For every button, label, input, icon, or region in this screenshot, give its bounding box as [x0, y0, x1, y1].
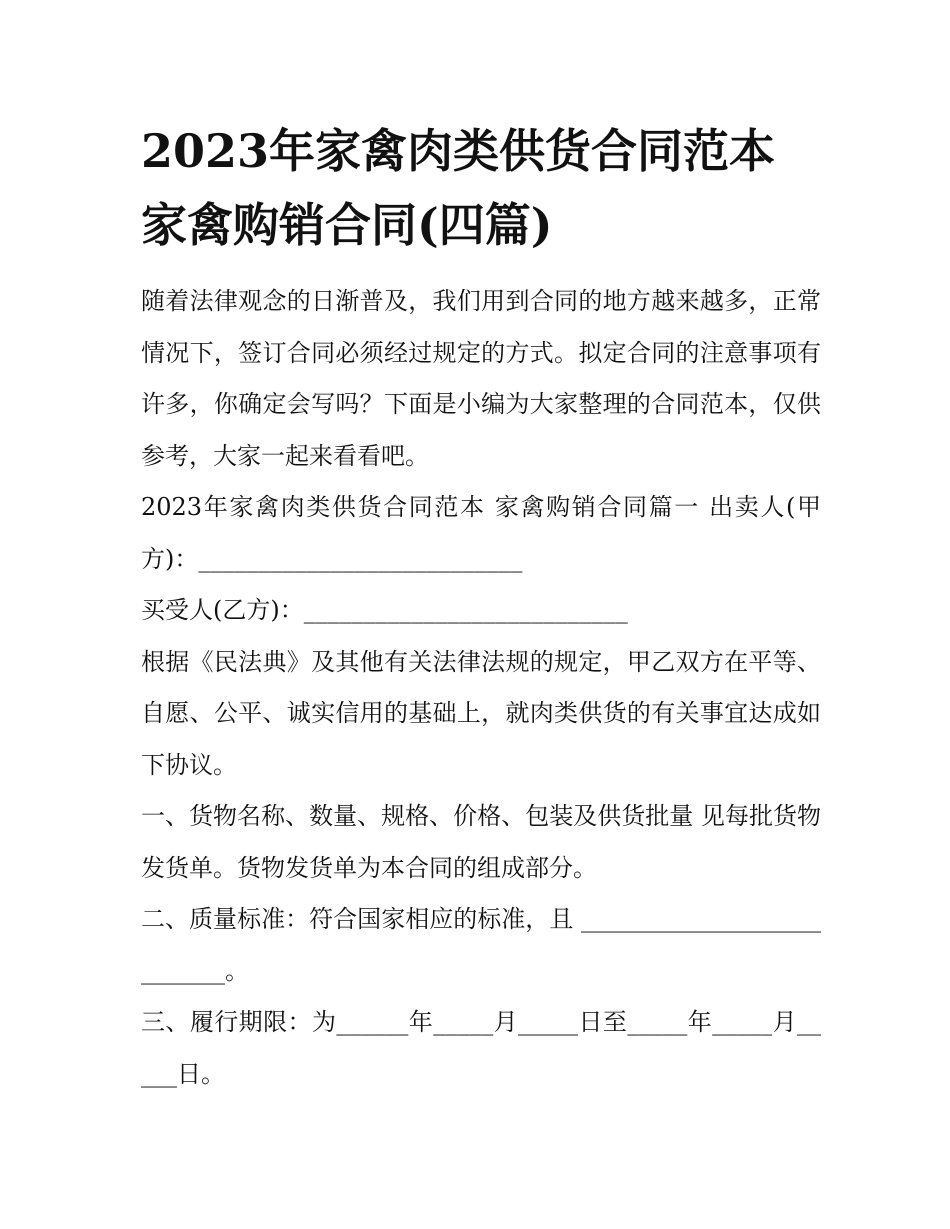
- buyer-party-line: 买受人(乙方)：___________________________: [141, 596, 628, 624]
- clause-goods: 一、货物名称、数量、规格、价格、包装及供货批量 见每批货物发货单。货物发货单为本合同的组成部分。: [141, 802, 821, 882]
- document-body: [141, 276, 821, 1100]
- seller-party-line: 2023年家禽肉类供货合同范本 家禽购销合同篇一 出卖人(甲方)：___________________________: [141, 493, 821, 573]
- document-title: 2023年家禽肉类供货合同范本 家禽购销合同(四篇): [141, 124, 776, 252]
- clause-term: 三、履行期限：为______年_____月_____日至_____年_____月_____日。: [141, 1008, 821, 1088]
- clause-quality: 二、质量标准：符合国家相应的标准，且 ___________________________。: [141, 905, 821, 985]
- intro-paragraph: 随着法律观念的日渐普及，我们用到合同的地方越来越多，正常情况下，签订合同必须经过规定的方式。拟定合同的注意事项有许多，你确定会写吗？下面是小编为大家整理的合同范本，仅供参考，大家一起来看看吧。: [141, 287, 821, 470]
- legal-basis-paragraph: 根据《民法典》及其他有关法律法规的规定，甲乙双方在平等、自愿、公平、诚实信用的基础上，就肉类供货的有关事宜达成如下协议。: [141, 647, 821, 779]
